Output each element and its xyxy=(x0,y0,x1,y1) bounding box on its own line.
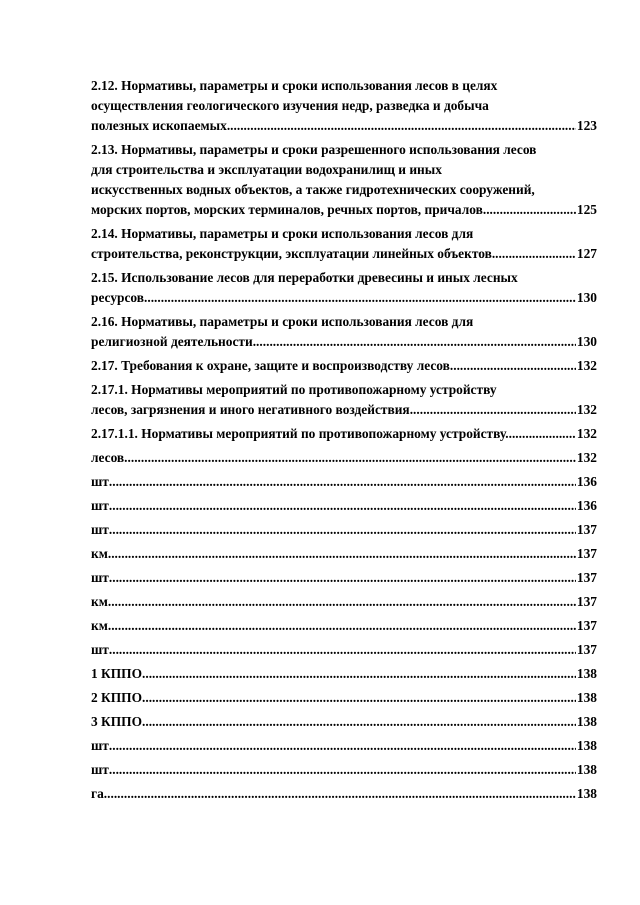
toc-entry-leader-line xyxy=(91,424,597,444)
toc-entry-title: лесов xyxy=(91,450,125,465)
toc-entry[interactable] xyxy=(91,544,597,564)
table-of-contents xyxy=(91,76,597,808)
toc-page-number: 130 xyxy=(576,290,597,305)
toc-entry-leader-line xyxy=(91,712,597,732)
toc-page-number: 132 xyxy=(576,426,597,441)
toc-entry-text-line: 2.13. Нормативы, параметры и сроки разрешенного использования лесов xyxy=(91,142,537,157)
toc-entry-title: шт xyxy=(91,474,109,489)
toc-entry[interactable] xyxy=(91,592,597,612)
toc-entry-leader-line xyxy=(91,784,597,804)
toc-page-number: 132 xyxy=(576,358,597,373)
toc-entry-leader-line xyxy=(91,448,597,468)
toc-page-number: 138 xyxy=(576,738,597,753)
toc-entry-text-line: 2.16. Нормативы, параметры и сроки использования лесов для xyxy=(91,314,474,329)
toc-entry-title: 1 КППО xyxy=(91,666,142,681)
toc-entry-title: га xyxy=(91,786,104,801)
toc-entry-text-line: 2.12. Нормативы, параметры и сроки использования лесов в целях xyxy=(91,78,498,93)
toc-entry-title: полезных ископаемых xyxy=(91,118,227,133)
toc-entry[interactable] xyxy=(91,380,597,420)
toc-entry-leader-line xyxy=(91,520,597,540)
toc-entry[interactable] xyxy=(91,640,597,660)
toc-entry-leader-line xyxy=(91,472,597,492)
toc-page-number: 130 xyxy=(576,334,597,349)
toc-entry-title: шт xyxy=(91,498,109,513)
toc-dot-leader xyxy=(108,544,576,564)
toc-entry-leader-line xyxy=(91,332,597,352)
toc-dot-leader xyxy=(109,736,576,756)
toc-entry-title: шт xyxy=(91,642,109,657)
toc-page-number: 137 xyxy=(576,618,597,633)
toc-page-number: 138 xyxy=(576,762,597,777)
toc-dot-leader xyxy=(142,688,576,708)
toc-dot-leader xyxy=(483,200,576,220)
toc-dot-leader xyxy=(124,448,576,468)
toc-page-number: 132 xyxy=(576,450,597,465)
toc-entry-leader-line xyxy=(91,496,597,516)
toc-dot-leader xyxy=(109,568,576,588)
toc-entry-leader-line xyxy=(91,592,597,612)
toc-entry-leader-line xyxy=(91,288,597,308)
toc-entry-title: шт xyxy=(91,738,109,753)
toc-entry[interactable] xyxy=(91,312,597,352)
toc-dot-leader xyxy=(492,244,576,264)
toc-entry[interactable] xyxy=(91,140,597,220)
toc-entry-title: шт xyxy=(91,522,109,537)
toc-page-number: 138 xyxy=(576,714,597,729)
toc-dot-leader xyxy=(109,520,576,540)
toc-entry-leader-line xyxy=(91,616,597,636)
toc-entry-leader-line xyxy=(91,356,597,376)
toc-page-number: 137 xyxy=(576,522,597,537)
toc-entry[interactable] xyxy=(91,472,597,492)
toc-dot-leader xyxy=(109,760,576,780)
toc-entry[interactable] xyxy=(91,760,597,780)
toc-entry-leader-line xyxy=(91,200,597,220)
toc-entry-title: км xyxy=(91,594,108,609)
toc-entry[interactable] xyxy=(91,616,597,636)
toc-entry-leader-line xyxy=(91,116,597,136)
toc-entry[interactable] xyxy=(91,784,597,804)
toc-page-number: 138 xyxy=(576,690,597,705)
toc-entry[interactable] xyxy=(91,448,597,468)
toc-entry[interactable] xyxy=(91,664,597,684)
toc-entry[interactable] xyxy=(91,76,597,136)
toc-entry-leader-line xyxy=(91,664,597,684)
toc-dot-leader xyxy=(410,400,576,420)
toc-entry-text-line: осуществления геологического изучения недр, разведка и добыча xyxy=(91,98,489,113)
toc-entry-leader-line xyxy=(91,244,597,264)
toc-dot-leader xyxy=(142,712,576,732)
toc-dot-leader xyxy=(109,472,576,492)
toc-page-number: 137 xyxy=(576,570,597,585)
toc-entry-leader-line xyxy=(91,736,597,756)
toc-entry-leader-line xyxy=(91,760,597,780)
toc-dot-leader xyxy=(108,592,576,612)
toc-entry[interactable] xyxy=(91,736,597,756)
toc-page-number: 136 xyxy=(576,498,597,513)
toc-entry-leader-line xyxy=(91,544,597,564)
toc-page-number: 123 xyxy=(576,118,597,133)
toc-entry-title: шт xyxy=(91,762,109,777)
toc-entry[interactable] xyxy=(91,424,597,444)
toc-dot-leader xyxy=(509,424,576,444)
toc-entry-title: 2.17. Требования к охране, защите и воспроизводству лесов xyxy=(91,358,450,373)
toc-entry-title: 2.17.1.1. Нормативы мероприятий по противопожарному устройству. xyxy=(91,426,509,441)
toc-dot-leader xyxy=(109,496,576,516)
toc-entry[interactable] xyxy=(91,568,597,588)
toc-page-number: 138 xyxy=(576,786,597,801)
toc-entry-text-line: искусственных водных объектов, а также гидротехнических сооружений, xyxy=(91,182,535,197)
toc-dot-leader xyxy=(253,332,576,352)
toc-entry-text-line: 2.17.1. Нормативы мероприятий по противопожарному устройству xyxy=(91,382,497,397)
toc-page-number: 127 xyxy=(576,246,597,261)
toc-entry-title: 2 КППО xyxy=(91,690,142,705)
toc-entry-title: км xyxy=(91,546,108,561)
toc-entry-title: морских портов, морских терминалов, речных портов, причалов xyxy=(91,202,483,217)
toc-entry-text-line: для строительства и эксплуатации водохранилищ и иных xyxy=(91,162,442,177)
toc-dot-leader xyxy=(227,116,576,136)
toc-entry[interactable] xyxy=(91,688,597,708)
toc-entry[interactable] xyxy=(91,224,597,264)
toc-entry-title: 3 КППО xyxy=(91,714,142,729)
toc-dot-leader xyxy=(108,616,576,636)
toc-entry-title: лесов, загрязнения и иного негативного воздействия xyxy=(91,402,410,417)
toc-entry-leader-line xyxy=(91,568,597,588)
toc-entry-title: ресурсов xyxy=(91,290,144,305)
toc-dot-leader xyxy=(450,356,576,376)
toc-entry[interactable] xyxy=(91,356,597,376)
toc-page-number: 136 xyxy=(576,474,597,489)
toc-page-number: 125 xyxy=(576,202,597,217)
toc-entry-title: км xyxy=(91,618,108,633)
toc-entry-leader-line xyxy=(91,688,597,708)
toc-entry-title: строительства, реконструкции, эксплуатации линейных объектов xyxy=(91,246,492,261)
toc-entry[interactable] xyxy=(91,268,597,308)
toc-dot-leader xyxy=(144,288,576,308)
toc-entry[interactable] xyxy=(91,712,597,732)
toc-dot-leader xyxy=(109,640,576,660)
toc-page-number: 137 xyxy=(576,642,597,657)
toc-page-number: 132 xyxy=(576,402,597,417)
toc-entry-leader-line xyxy=(91,400,597,420)
toc-page-number: 138 xyxy=(576,666,597,681)
toc-dot-leader xyxy=(104,784,576,804)
toc-page-number: 137 xyxy=(576,594,597,609)
toc-entry-text-line: 2.15. Использование лесов для переработки древесины и иных лесных xyxy=(91,270,518,285)
toc-entry-title: религиозной деятельности xyxy=(91,334,253,349)
toc-entry[interactable] xyxy=(91,496,597,516)
toc-dot-leader xyxy=(142,664,576,684)
toc-entry-leader-line xyxy=(91,640,597,660)
toc-page-number: 137 xyxy=(576,546,597,561)
toc-entry-title: шт xyxy=(91,570,109,585)
toc-entry-text-line: 2.14. Нормативы, параметры и сроки использования лесов для xyxy=(91,226,474,241)
toc-entry[interactable] xyxy=(91,520,597,540)
